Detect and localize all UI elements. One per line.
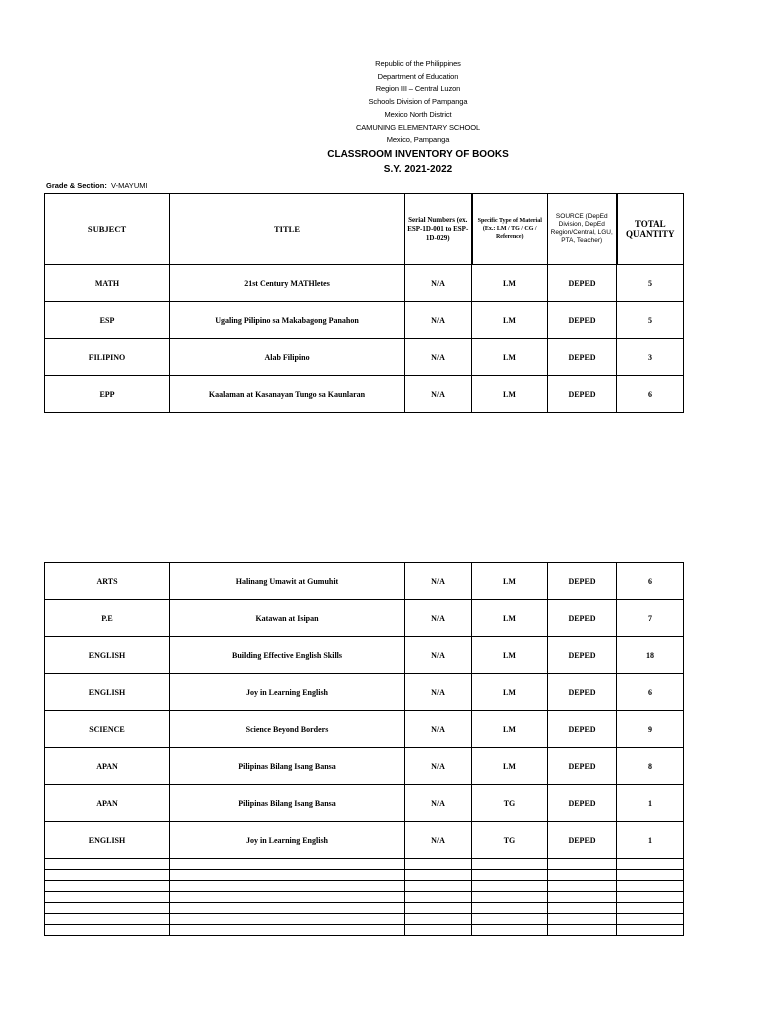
empty-cell xyxy=(170,903,405,914)
cell-title: Pilipinas Bilang Isang Bansa xyxy=(170,785,405,822)
cell-source: DEPED xyxy=(548,674,617,711)
cell-total: 9 xyxy=(617,711,684,748)
header-line-department: Department of Education xyxy=(377,71,459,81)
empty-cell xyxy=(170,925,405,936)
cell-source: DEPED xyxy=(548,376,617,413)
cell-subject: FILIPINO xyxy=(45,339,170,376)
cell-subject: APAN xyxy=(45,748,170,785)
table-row xyxy=(45,339,684,376)
cell-total: 1 xyxy=(617,785,684,822)
document-header xyxy=(0,58,768,177)
empty-cell xyxy=(405,925,472,936)
empty-cell xyxy=(170,870,405,881)
cell-total: 6 xyxy=(617,563,684,600)
empty-cell xyxy=(548,925,617,936)
cell-source: DEPED xyxy=(548,748,617,785)
header-line-location: Mexico, Pampanga xyxy=(386,135,450,145)
cell-serial: N/A xyxy=(405,711,472,748)
cell-serial: N/A xyxy=(405,637,472,674)
empty-cell xyxy=(617,870,684,881)
col-header-serial: Serial Numbers (ex. ESP-1D-001 to ESP-1D-029) xyxy=(405,194,472,265)
empty-table-row xyxy=(45,859,684,870)
cell-title: Katawan at Isipan xyxy=(170,600,405,637)
empty-cell xyxy=(405,881,472,892)
school-year: S.Y. 2021-2022 xyxy=(383,163,453,175)
cell-type: TG xyxy=(472,822,548,859)
empty-table-row xyxy=(45,870,684,881)
table-row xyxy=(45,748,684,785)
cell-total: 18 xyxy=(617,637,684,674)
empty-cell xyxy=(45,881,170,892)
cell-subject: MATH xyxy=(45,265,170,302)
col-header-source: SOURCE (DepEd Division, DepEd Region/Central, LGU, PTA, Teacher) xyxy=(548,194,617,265)
cell-source: DEPED xyxy=(548,822,617,859)
empty-cell xyxy=(472,859,548,870)
col-header-total: TOTAL QUANTITY xyxy=(617,194,684,265)
cell-type: TG xyxy=(472,785,548,822)
cell-total: 3 xyxy=(617,339,684,376)
cell-source: DEPED xyxy=(548,637,617,674)
col-header-type: Specific Type of Material (Ex.: LM / TG / CG / Reference) xyxy=(472,194,548,265)
cell-source: DEPED xyxy=(548,563,617,600)
header-line-republic: Republic of the Philippines xyxy=(375,59,461,68)
empty-cell xyxy=(617,914,684,925)
table-row xyxy=(45,302,684,339)
table-row xyxy=(45,563,684,600)
empty-cell xyxy=(472,914,548,925)
inventory-table-page1 xyxy=(44,193,684,413)
table-header-row xyxy=(45,194,684,265)
cell-serial: N/A xyxy=(405,265,472,302)
grade-section-value: V-MAYUMI xyxy=(111,181,148,190)
cell-subject: ENGLISH xyxy=(45,637,170,674)
cell-source: DEPED xyxy=(548,711,617,748)
cell-serial: N/A xyxy=(405,748,472,785)
cell-title: Building Effective English Skills xyxy=(170,637,405,674)
cell-type: LM xyxy=(472,711,548,748)
empty-cell xyxy=(617,859,684,870)
empty-table-row xyxy=(45,892,684,903)
table-row xyxy=(45,674,684,711)
cell-type: LM xyxy=(472,637,548,674)
empty-cell xyxy=(472,870,548,881)
empty-cell xyxy=(617,925,684,936)
cell-subject: APAN xyxy=(45,785,170,822)
empty-cell xyxy=(170,892,405,903)
cell-subject: ESP xyxy=(45,302,170,339)
cell-title: Pilipinas Bilang Isang Bansa xyxy=(170,748,405,785)
cell-total: 7 xyxy=(617,600,684,637)
cell-total: 6 xyxy=(617,674,684,711)
grade-section-label: Grade & Section: xyxy=(46,181,107,190)
cell-title: Joy in Learning English xyxy=(170,822,405,859)
table-row xyxy=(45,711,684,748)
table-row xyxy=(45,785,684,822)
col-header-subject: SUBJECT xyxy=(45,194,170,265)
empty-cell xyxy=(405,859,472,870)
inventory-table-page2 xyxy=(44,562,684,936)
cell-total: 5 xyxy=(617,302,684,339)
cell-title: Joy in Learning English xyxy=(170,674,405,711)
cell-serial: N/A xyxy=(405,674,472,711)
cell-serial: N/A xyxy=(405,822,472,859)
empty-cell xyxy=(548,881,617,892)
cell-subject: ENGLISH xyxy=(45,674,170,711)
empty-cell xyxy=(45,914,170,925)
cell-subject: ARTS xyxy=(45,563,170,600)
cell-serial: N/A xyxy=(405,563,472,600)
empty-table-row xyxy=(45,881,684,892)
empty-cell xyxy=(617,903,684,914)
empty-cell xyxy=(472,925,548,936)
cell-serial: N/A xyxy=(405,302,472,339)
cell-title: Kaalaman at Kasanayan Tungo sa Kaunlaran xyxy=(170,376,405,413)
empty-cell xyxy=(45,859,170,870)
cell-total: 8 xyxy=(617,748,684,785)
cell-title: 21st Century MATHletes xyxy=(170,265,405,302)
cell-type: LM xyxy=(472,748,548,785)
grade-section xyxy=(46,181,148,190)
cell-subject: P.E xyxy=(45,600,170,637)
empty-cell xyxy=(45,892,170,903)
cell-source: DEPED xyxy=(548,785,617,822)
cell-total: 1 xyxy=(617,822,684,859)
empty-cell xyxy=(45,870,170,881)
empty-cell xyxy=(170,914,405,925)
empty-table-row xyxy=(45,914,684,925)
empty-cell xyxy=(472,881,548,892)
header-line-district: Mexico North District xyxy=(384,109,452,119)
cell-serial: N/A xyxy=(405,376,472,413)
empty-cell xyxy=(548,870,617,881)
cell-source: DEPED xyxy=(548,339,617,376)
header-line-school: CAMUNING ELEMENTARY SCHOOL xyxy=(355,122,481,132)
table-row xyxy=(45,265,684,302)
empty-cell xyxy=(548,859,617,870)
cell-type: LM xyxy=(472,339,548,376)
empty-cell xyxy=(405,903,472,914)
empty-cell xyxy=(472,892,548,903)
table-row xyxy=(45,637,684,674)
cell-type: LM xyxy=(472,376,548,413)
empty-cell xyxy=(45,925,170,936)
cell-type: LM xyxy=(472,674,548,711)
cell-type: LM xyxy=(472,600,548,637)
cell-type: LM xyxy=(472,265,548,302)
empty-cell xyxy=(472,903,548,914)
empty-cell xyxy=(170,859,405,870)
cell-total: 6 xyxy=(617,376,684,413)
header-line-region: Region III – Central Luzon xyxy=(375,84,461,94)
cell-subject: EPP xyxy=(45,376,170,413)
document-title: CLASSROOM INVENTORY OF BOOKS xyxy=(327,148,509,160)
cell-type: LM xyxy=(472,302,548,339)
empty-cell xyxy=(548,903,617,914)
cell-serial: N/A xyxy=(405,785,472,822)
table-row xyxy=(45,376,684,413)
cell-source: DEPED xyxy=(548,265,617,302)
empty-cell xyxy=(405,914,472,925)
empty-table-row xyxy=(45,925,684,936)
cell-title: Ugaling Pilipino sa Makabagong Panahon xyxy=(170,302,405,339)
cell-total: 5 xyxy=(617,265,684,302)
empty-cell xyxy=(170,881,405,892)
cell-serial: N/A xyxy=(405,339,472,376)
cell-source: DEPED xyxy=(548,302,617,339)
empty-cell xyxy=(45,903,170,914)
empty-cell xyxy=(405,892,472,903)
table-row xyxy=(45,822,684,859)
empty-cell xyxy=(405,870,472,881)
cell-source: DEPED xyxy=(548,600,617,637)
table-row xyxy=(45,600,684,637)
empty-cell xyxy=(617,892,684,903)
cell-type: LM xyxy=(472,563,548,600)
cell-title: Science Beyond Borders xyxy=(170,711,405,748)
col-header-title: TITLE xyxy=(170,194,405,265)
cell-title: Halinang Umawit at Gumuhit xyxy=(170,563,405,600)
header-line-division: Schools Division of Pampanga xyxy=(368,97,468,107)
empty-table-row xyxy=(45,903,684,914)
empty-cell xyxy=(548,892,617,903)
empty-cell xyxy=(617,881,684,892)
cell-title: Alab Filipino xyxy=(170,339,405,376)
cell-subject: ENGLISH xyxy=(45,822,170,859)
cell-serial: N/A xyxy=(405,600,472,637)
empty-cell xyxy=(548,914,617,925)
cell-subject: SCIENCE xyxy=(45,711,170,748)
